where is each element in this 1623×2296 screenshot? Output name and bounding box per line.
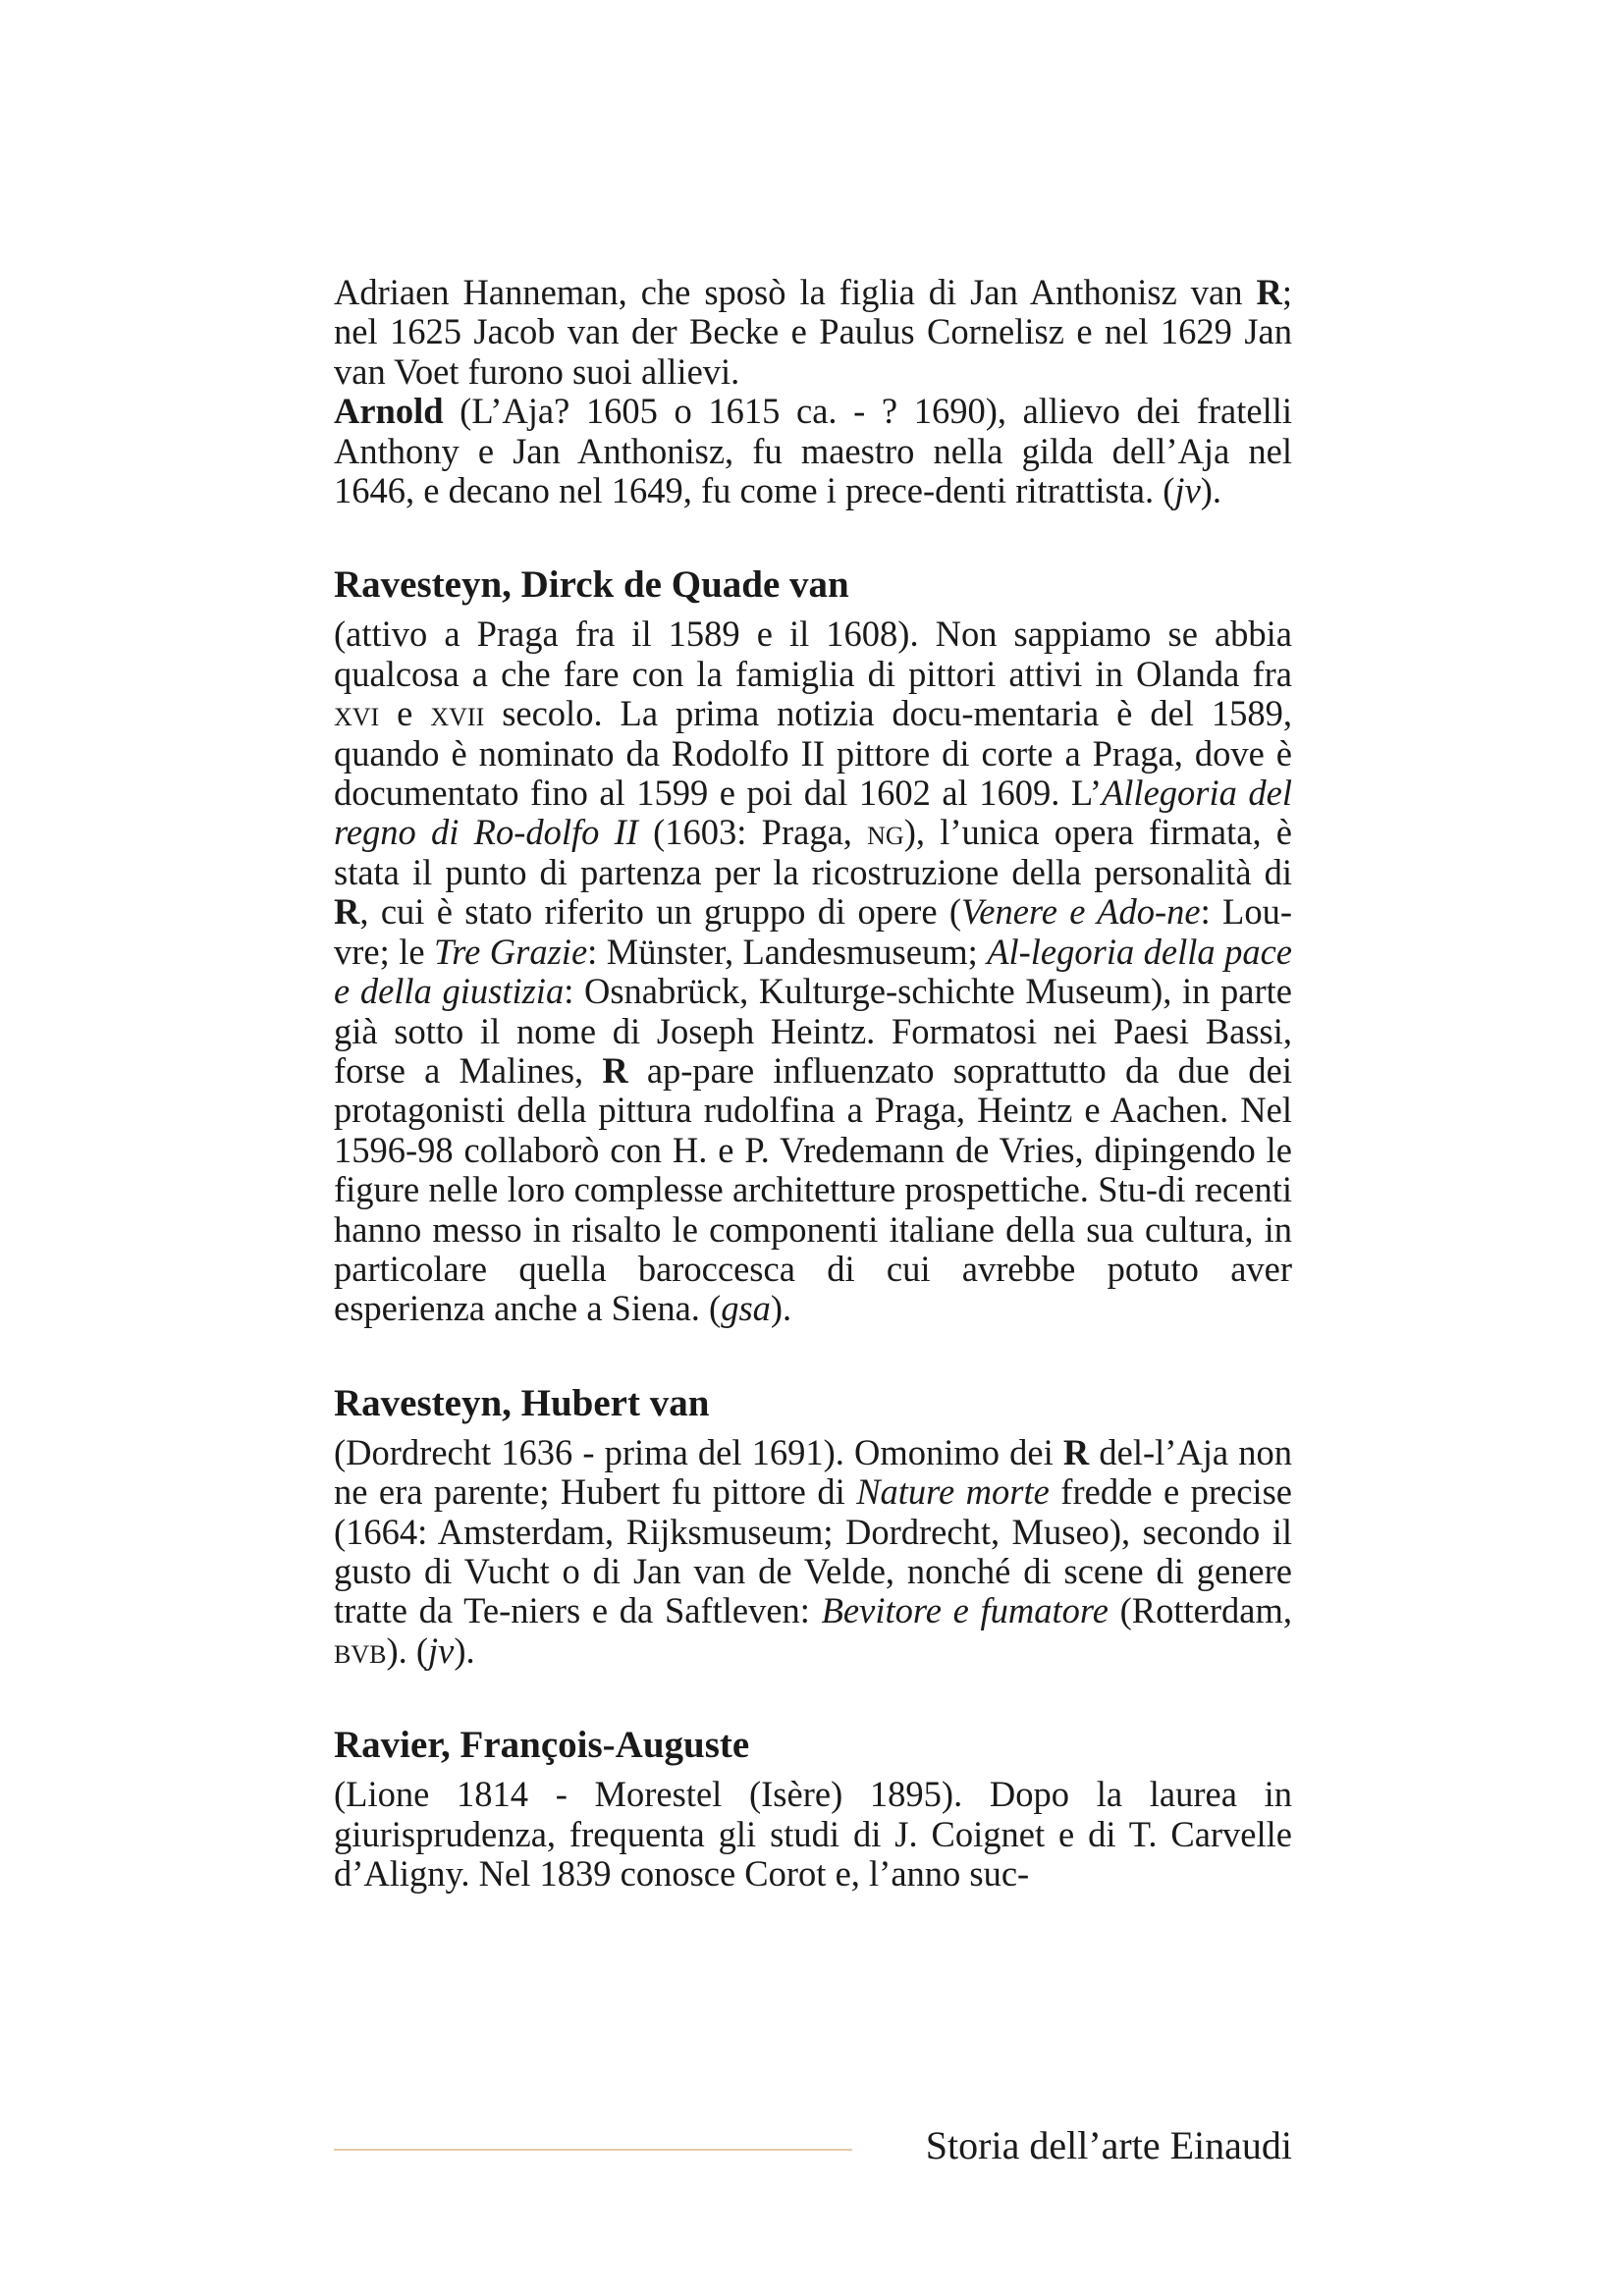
- text: ).: [1200, 470, 1222, 511]
- entry-ravier: [334, 1724, 1292, 1894]
- entry-text: (Lione 1814 - Morestel (Isère) 1895). Dopo la laurea in giurisprudenza, frequenta gli studi di J. Coignet e di T. Carvelle d’Aligny. Nel 1839 conosce Corot e, l’anno suc-: [334, 1774, 1292, 1894]
- bold-initial: R: [1256, 272, 1282, 312]
- entry-title: Ravier, François-Auguste: [334, 1724, 750, 1767]
- author-initials: jv: [1174, 470, 1201, 511]
- entry-dirck: [334, 563, 1292, 1328]
- footer-rule: [334, 2149, 852, 2151]
- entry-continuation: [334, 273, 1292, 510]
- entry-text: (attivo a Praga fra il 1589 e il 1608). Non sappiamo se abbia qualcosa a che fare con la famiglia di pittori attivi in Olanda fra xvi e xvii secolo. La prima notizia docu-mentaria è del 1589, quando è nominato da Rodolfo II pittore di corte a Praga, dove è documentato fino al 1599 e poi dal 1602 al 1609. L’Allegoria del regno di Ro-dolfo II (1603: Praga, ng), l’unica opera firmata, è stata il punto di partenza per la ricostruzione della personalità di R, cui è stato riferito un gruppo di opere (Venere e Ado-ne: Lou-vre; le Tre Grazie: Münster, Landesmuseum; Al-legoria della pace e della giustizia: Osnabrück, Kulturge-schichte Museum), in parte già sotto il nome di Joseph Heintz. Formatosi nei Paesi Bassi, forse a Malines, R ap-pare influenzato soprattutto da due dei protagonisti della pittura rudolfina a Praga, Heintz e Aachen. Nel 1596-98 collaborò con H. e P. Vredemann de Vries, dipingendo le figure nelle loro complesse architetture prospettiche. Stu-di recenti hanno messo in risalto le componenti italiane della sua cultura, in particolare quella baroccesca di cui avrebbe potuto aver esperienza anche a Siena. (gsa).: [334, 614, 1293, 1329]
- footer-title: Storia dell’arte Einaudi: [925, 2123, 1292, 2167]
- text: Adriaen Hanneman, che sposò la figlia di Jan Anthonisz van: [334, 272, 1257, 312]
- text: (L’Aja? 1605 o 1615 ca. - ? 1690), allievo dei fratelli Anthony e Jan Anthonisz, fu maestro nella gilda dell’Aja nel 1646, e decano nel 1649, fu come i prece-denti ritrattista. (: [334, 391, 1292, 511]
- entry-title: Ravesteyn, Hubert van: [334, 1381, 710, 1424]
- page-body: [334, 273, 1292, 1894]
- page-footer: [334, 2122, 1292, 2171]
- entry-hubert: [334, 1382, 1292, 1671]
- text: ; nel 1625 Jacob van der Becke e Paulus Cornelisz e nel 1629 Jan van Voet furono suoi allievi.: [334, 272, 1292, 392]
- subentry-name: Arnold: [334, 391, 444, 432]
- entry-title: Ravesteyn, Dirck de Quade van: [334, 563, 849, 607]
- entry-text: (Dordrecht 1636 - prima del 1691). Omonimo dei R del-l’Aja non ne era parente; Hubert fu pittore di Nature morte fredde e precise (1664: Amsterdam, Rijksmuseum; Dordrecht, Museo), secondo il gusto di Vucht o di Jan van de Velde, nonché di scene di genere tratte da Te-niers e da Saftleven: Bevitore e fumatore (Rotterdam, bvb). (jv).: [334, 1431, 1293, 1671]
